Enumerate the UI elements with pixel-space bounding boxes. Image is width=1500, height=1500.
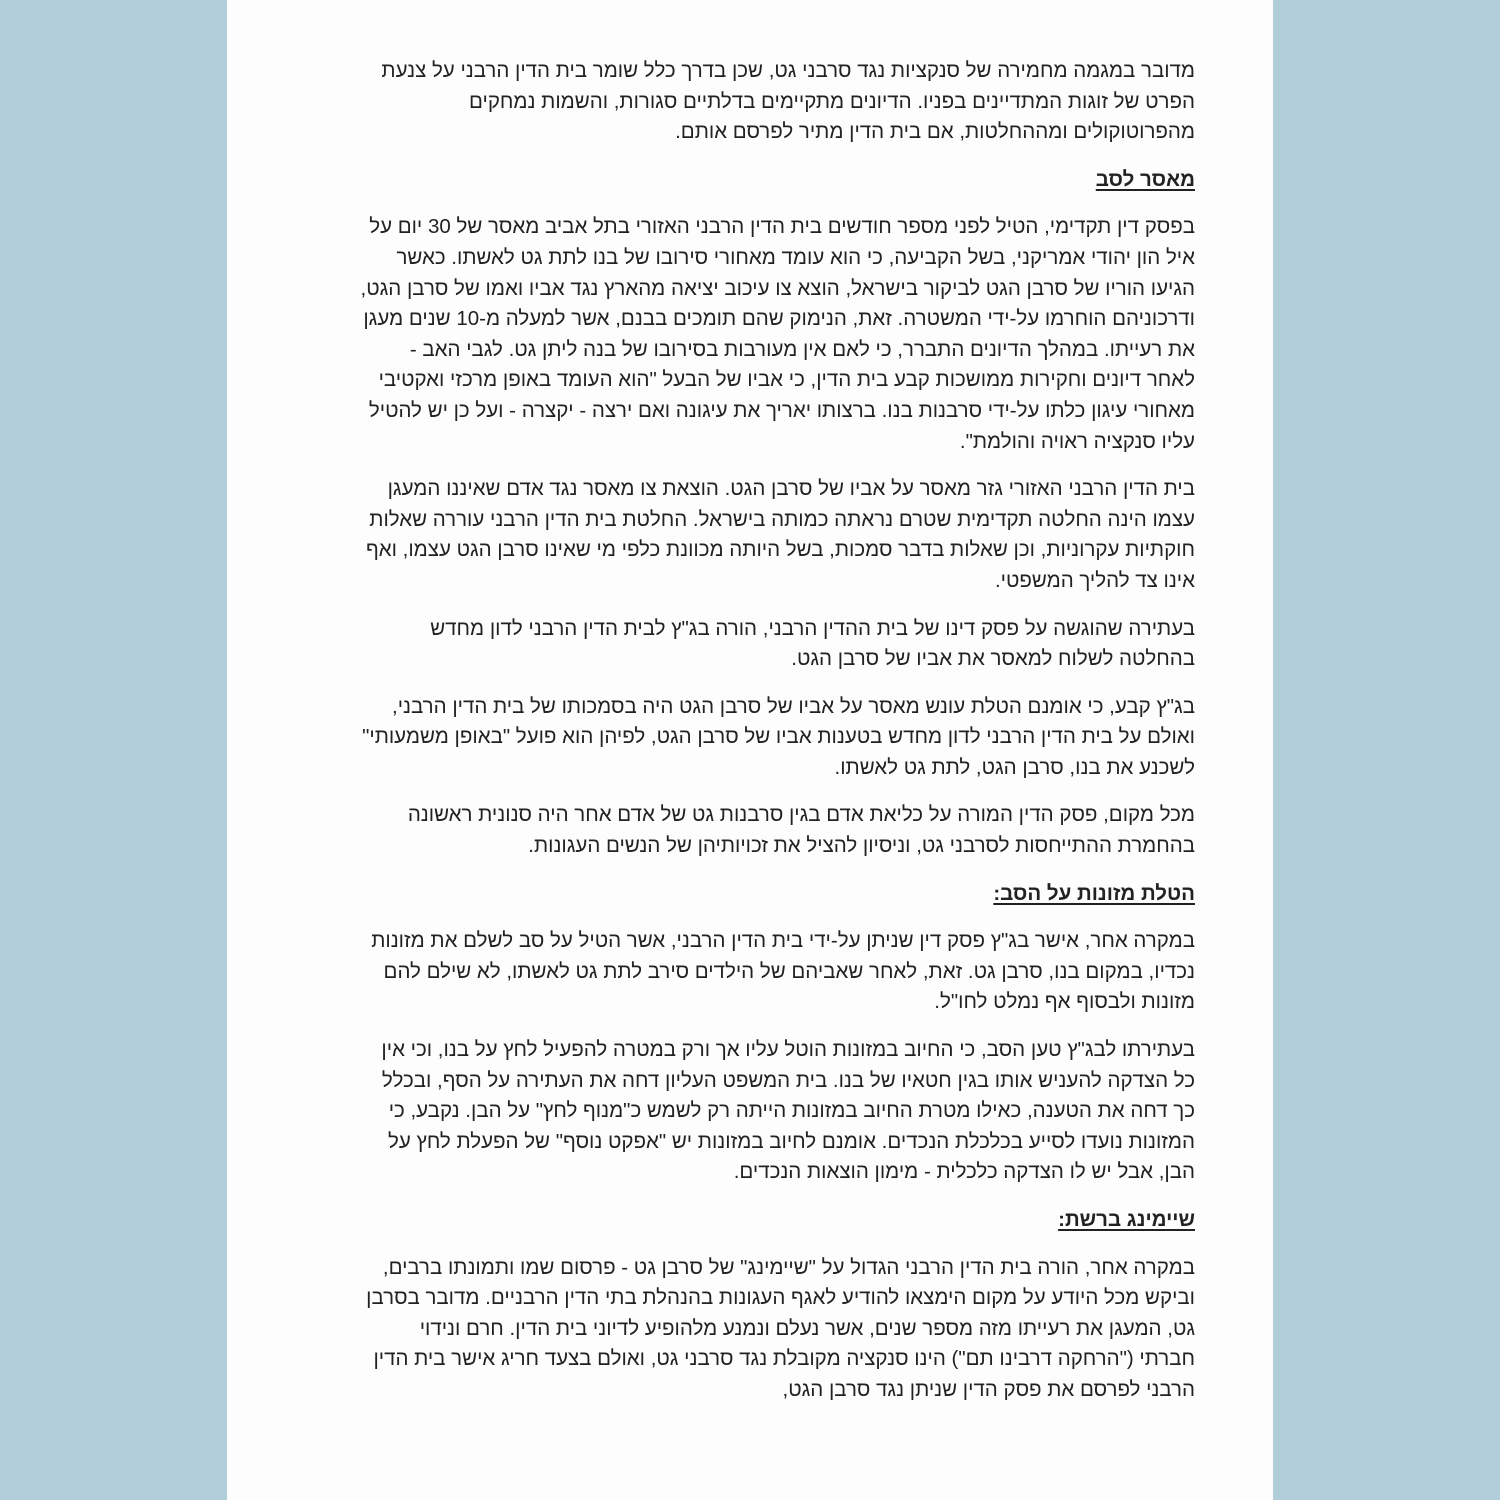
paragraph: במקרה אחר, אישר בג"ץ פסק דין שניתן על-ידי בית הדין הרבני, אשר הטיל על סב לשלם את מזונות נכדיו, במקום בנו, סרבן גט. זאת, לאחר שאביהם של הילדים סירב לתת גט לאשתו, לא שילם להם מזונות ולבסוף אף נמלט לחו"ל. bbox=[371, 929, 1195, 1014]
paragraph: מכל מקום, פסק הדין המורה על כליאת אדם בגין סרבנות גט של אדם אחר היה סנונית ראשונה בהחמרת ההתייחסות לסרבני גט, וניסיון להציל את זכויותיהן של הנשים העגונות. bbox=[407, 803, 1195, 858]
paragraph: בעתירתו לבג"ץ טען הסב, כי החיוב במזונות הוטל עליו אך ורק במטרה להפעיל לחץ על בנו, וכי אין כל הצדקה להעניש אותו בגין חטאיו של בנו. בית המשפט העליון דחה את העתירה על הסף, ובכלל כך דחה את הטענה, כאילו מטרת החיוב במזונות הייתה רק לשמש כ"מנוף לחץ" על הבן. נקבע, כי המזונות נועדו לסייע בכלכלת הנכדים. אומנם לחיוב במזונות יש "אפקט נוסף" של הפעלת לחץ על הבן, אבל יש לו הצדקה כלכלית - מימון הוצאות הנכדים. bbox=[381, 1038, 1195, 1184]
paragraph: בג"ץ קבע, כי אומנם הטלת עונש מאסר על אביו של סרבן הגט היה בסמכותו של בית הדין הרבני, ואולם על בית הדין הרבני לדון מחדש בטענות אביו של סרבן הגט, לפיהן הוא פועל "באופן משמעותי" לשכנע את בנו, סרבן הגט, לתת גט לאשתו. bbox=[362, 694, 1195, 779]
section-heading-online-shaming: שיימינג ברשת: bbox=[1058, 1208, 1195, 1231]
document-body bbox=[359, 56, 1195, 1406]
paragraph: בעתירה שהוגשה על פסק דינו של בית ההדין הרבני, הורה בג"ץ לבית הדין הרבני לדון מחדש בהחלטה לשלוח למאסר את אביו של סרבן הגט. bbox=[430, 616, 1195, 671]
paragraph: בית הדין הרבני האזורי גזר מאסר על אביו של סרבן הגט. הוצאת צו מאסר נגד אדם שאיננו המעגן עצמו הינה החלטה תקדימית שטרם נראתה כמותה בישראל. החלטת בית הדין הרבני עוררה שאלות חוקתיות עקרוניות, וכן שאלות בדבר סמכות, בשל היותה מכוונת כלפי מי שאינו סרבן הגט עצמו, ואף אינו צד להליך המשפטי. bbox=[366, 477, 1195, 592]
intro-paragraph: מדובר במגמה מחמירה של סנקציות נגד סרבני גט, שכן בדרך כלל שומר בית הדין הרבני על צנעת הפרט של זוגות המתדיינים בפניו. הדיונים מתקיימים בדלתיים סגורות, והשמות נמחקים מהפרוטוקולים ומההחלטות, אם בית הדין מתיר לפרסם אותם. bbox=[381, 59, 1195, 144]
paragraph: במקרה אחר, הורה בית הדין הרבני הגדול על "שיימינג" של סרבן גט - פרסום שמו ותמונתו ברבים, וביקש מכל היודע על מקום הימצאו להודיע לאגף העגונות בהנהלת בתי הדין הרבניים. מדובר בסרבן גט, המעגן את רעייתו מזה מספר שנים, אשר נעלם ונמנע מלהופיע לדיוני בית הדין. חרם ונידוי חברתי ("הרחקה דרבינו תם") הינו סנקציה מקובלת נגד סרבני גט, ואולם בצעד חריג אישר בית הדין הרבני לפרסם את פסק הדין שניתן נגד סרבן הגט, bbox=[366, 1255, 1195, 1401]
document-page bbox=[227, 0, 1273, 1500]
section-heading-grandfather-alimony: הטלת מזונות על הסב: bbox=[993, 881, 1195, 905]
paragraph: בפסק דין תקדימי, הטיל לפני מספר חודשים בית הדין הרבני האזורי בתל אביב מאסר של 30 יום על איל הון יהודי אמריקני, בשל הקביעה, כי הוא עומד מאחורי סירובו של בנו לתת גט לאשתו. כאשר הגיעו הוריו של סרבן הגט לביקור בישראל, הוצא צו עיכוב יציאה מהארץ נגד אביו ואמו של סרבן הגט, ודרכוניהם הוחרמו על-ידי המשטרה. זאת, הנימוק שהם תומכים בבנם, אשר למעלה מ-10 שנים מעגן את רעייתו. במהלך הדיונים התברר, כי לאם אין מעורבות בסירובו של בנה ליתן גט. לגבי האב - לאחר דיונים וחקירות ממושכות קבע בית הדין, כי אביו של הבעל "הוא העומד באופן מרכזי ואקטיבי מאחורי עיגון כלתו על-ידי סרבנות בנו. ברצותו יאריך את עיגונה ואם ירצה - יקצרה - ועל כן יש להטיל עליו סנקציה ראויה והולמת". bbox=[360, 215, 1195, 453]
section-heading-grandfather-prison: מאסר לסב bbox=[1095, 167, 1195, 191]
